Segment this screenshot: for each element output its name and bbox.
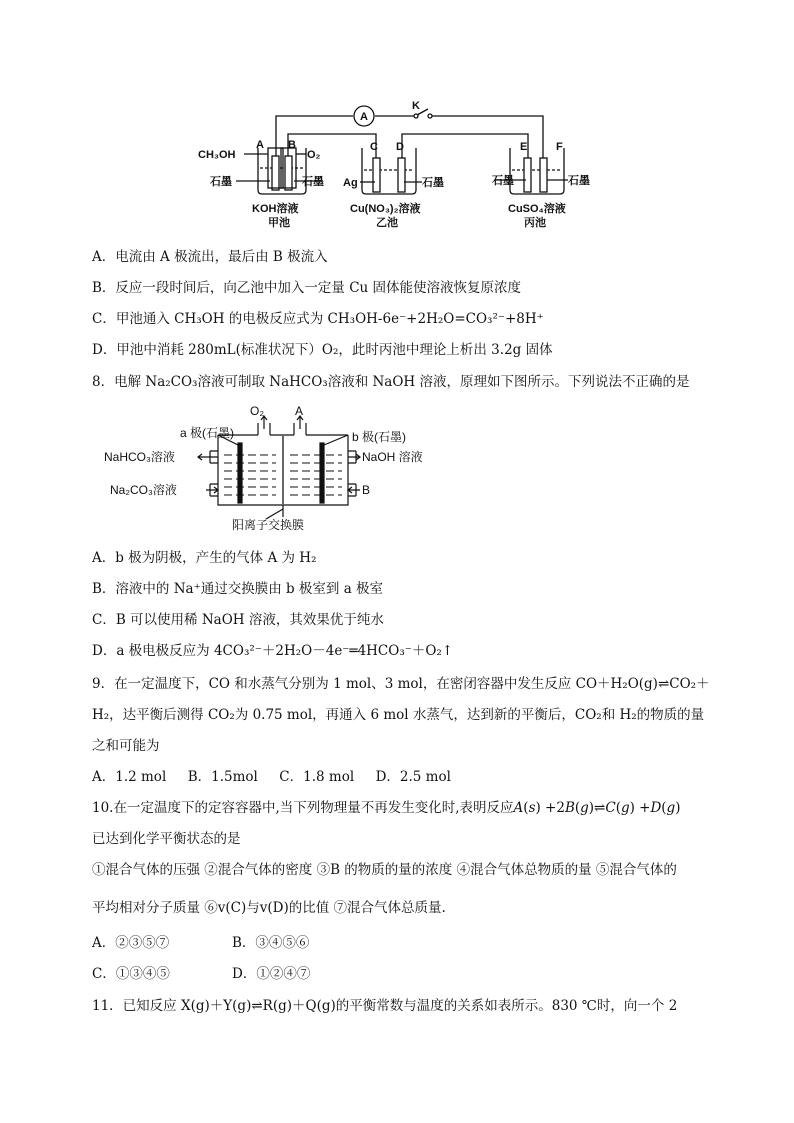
graphite-label-b: 石墨	[302, 176, 324, 188]
pool3-name: 丙池	[524, 217, 546, 229]
pool2-name: 乙池	[376, 217, 398, 229]
q9-line2: H₂，达平衡后测得 CO₂为 0.75 mol，再通入 6 mol 水蒸气，达到新的平衡后，CO₂和 H₂的物质的量	[92, 707, 705, 723]
graphite-label-d: 石墨	[422, 177, 444, 189]
q8-option-d: D．a 极电极反应为 4CO₃²⁻＋2H₂O－4e⁻═4HCO₃⁻＋O₂↑	[92, 643, 454, 659]
ch3oh-label: CH₃OH	[198, 149, 236, 161]
pool1-name: 甲池	[268, 217, 290, 229]
q7-option-d: D．甲池中消耗 280mL(标准状况下）O₂，此时丙池中理论上析出 3.2g 固体	[92, 342, 553, 358]
ag-label: Ag	[343, 177, 358, 189]
q8-option-c: C．B 可以使用稀 NaOH 溶液，其效果优于纯水	[92, 612, 384, 628]
nahco3-outlet-label: NaHCO₃溶液	[104, 450, 175, 464]
b-electrode-label: b 极(石墨)	[352, 430, 407, 444]
b-inlet-label: B	[362, 483, 371, 497]
graphite-label-f: 石墨	[568, 175, 590, 187]
q10-option-c: C．①③④⑤	[92, 966, 170, 982]
q8-option-b: B．溶液中的 Na⁺通过交换膜由 b 极室到 a 极室	[92, 581, 384, 597]
a-electrode-label: a 极(石墨)	[180, 426, 235, 440]
graphite-label-a: 石墨	[210, 176, 232, 188]
q11-line1: 11．已知反应 X(g)＋Y(g)⇌R(g)＋Q(g)的平衡常数与温度的关系如表所示。830 ℃时，向一个 2	[92, 998, 678, 1014]
q7-option-b: B．反应一段时间后，向乙池中加入一定量 Cu 固体能使溶液恢复原浓度	[92, 280, 522, 296]
naoh-outlet-label: NaOH 溶液	[362, 450, 423, 464]
q10-option-d: D．①②④⑦	[232, 966, 311, 982]
q8-stem: 8．电解 Na₂CO₃溶液可制取 NaHCO₃溶液和 NaOH 溶液，原理如下图所示。下列说法不正确的是	[92, 374, 690, 390]
o2-gas-label: O₂	[250, 405, 264, 418]
electrolysis-figure	[98, 405, 448, 535]
electrode-b-label: B	[288, 139, 296, 151]
q10-line3: ①混合气体的压强 ②混合气体的密度 ③B 的物质的量的浓度 ④混合气体总物质的量 ⑤混合气体的	[92, 862, 677, 878]
q7-option-a: A．电流由 A 极流出，最后由 B 极流入	[92, 249, 328, 265]
switch-label: K	[412, 100, 420, 112]
electrode-d-label: D	[396, 141, 404, 153]
electrode-c-label: C	[370, 141, 378, 153]
q10-line2: 已达到化学平衡状态的是	[92, 831, 241, 847]
q7-option-c: C．甲池通入 CH₃OH 的电极反应式为 CH₃OH-6e⁻+2H₂O=CO₃²⁻+8H⁺	[92, 311, 544, 327]
gas-a-label: A	[295, 405, 304, 418]
na2co3-inlet-label: Na₂CO₃溶液	[110, 483, 177, 497]
q9-line1: 9．在一定温度下，CO 和水蒸气分别为 1 mol、3 mol，在密闭容器中发生反应 CO＋H₂O(g)⇌CO₂＋	[92, 676, 710, 692]
pool3-solution: CuSO₄溶液	[508, 203, 566, 215]
electrochem-cells-figure	[190, 98, 610, 233]
pool1-solution: KOH溶液	[252, 203, 299, 215]
graphite-label-e: 石墨	[492, 175, 514, 187]
electrode-a-label: A	[256, 139, 264, 151]
q8-option-a: A．b 极为阴极，产生的气体 A 为 H₂	[92, 550, 317, 566]
ammeter-label: A	[360, 111, 368, 123]
membrane-label: 阳离子交换膜	[232, 518, 305, 532]
o2-label: O₂	[307, 149, 321, 161]
q9-line3: 之和可能为	[92, 738, 160, 754]
electrode-f-label: F	[556, 141, 563, 153]
q10-line4: 平均相对分子质量 ⑥v(C)与v(D)的比值 ⑦混合气体总质量.	[92, 900, 446, 916]
electrode-e-label: E	[520, 141, 528, 153]
q10-option-b: B．③④⑤⑥	[232, 935, 310, 951]
q9-options: A．1.2 mol B．1.5mol C．1.8 mol D．2.5 mol	[92, 769, 451, 785]
q10-line1: 10.在一定温度下的定容容器中,当下列物理量不再发生变化时,表明反应𝐴(𝑠) +2𝐵(𝑔)⇌𝐶(𝑔) +𝐷(𝑔)	[92, 800, 681, 816]
q10-option-a: A．②③⑤⑦	[92, 935, 170, 951]
pool2-solution: Cu(NO₃)₂溶液	[350, 203, 421, 215]
